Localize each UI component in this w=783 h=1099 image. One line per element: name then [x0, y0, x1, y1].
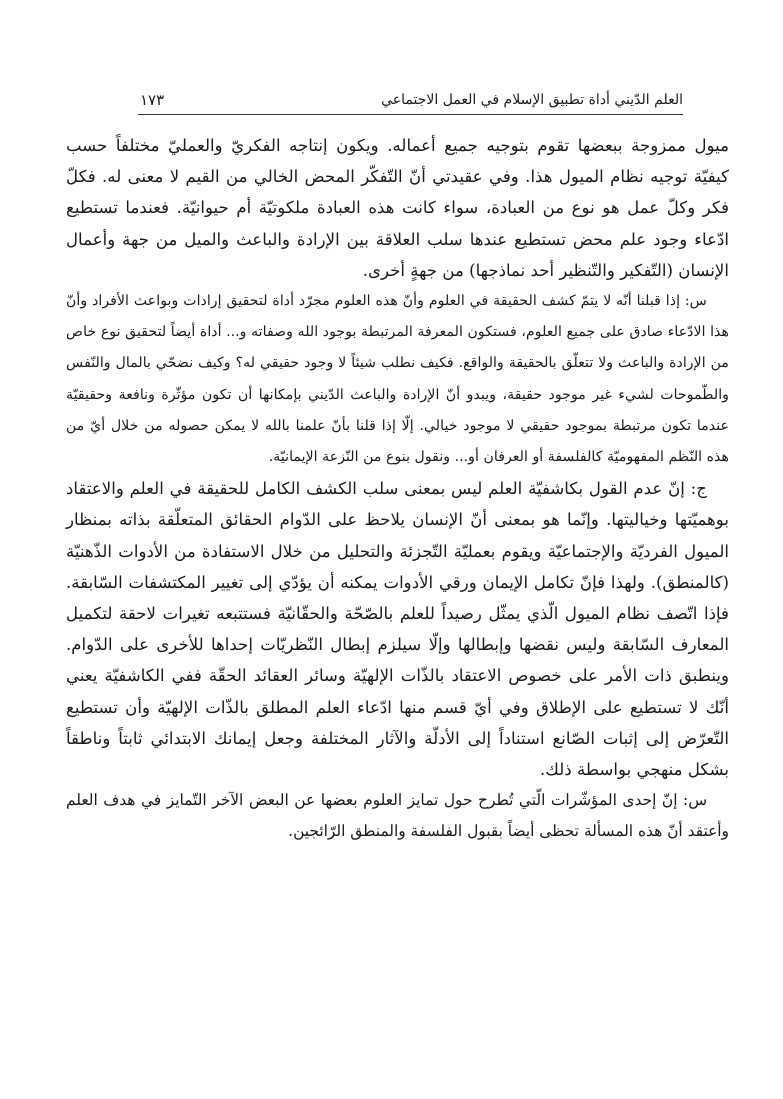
running-header	[140, 88, 683, 112]
header-rule	[138, 114, 683, 115]
page-body	[66, 130, 729, 848]
page-number: ١٧٣	[140, 91, 165, 109]
paragraph-question-2: س: إنّ إحدى المؤشّرات الّتي تُطرح حول تمايز العلوم بعضها عن البعض الآخر التّمايز في هدف العلم وأعتقد أنّ هذه المسألة تحظى أيضاً بقبول الفلسفة والمنطق الرّائجين.	[66, 791, 729, 841]
header-title: العلم الدّيني أداة تطبيق الإسلام في العمل الاجتماعي	[381, 92, 683, 108]
paragraph-answer: ج: إنّ عدم القول بكاشفيّة العلم ليس بمعنى سلب الكشف الكامل للحقيقة في العلم والاعتقاد بوهميّتها وخياليتها. وإنّما هو بمعنى أنّ الإنسان يلاحظ على الدّوام الحقائق المتعلّقة بذاته بمنظار الميول الفرديّة والإجتماعيّة ويقوم بعمليّة التّجزئة والتحليل من خلال الاستفادة من الأدوات الذّهنيّة (كالمنطق). ولهذا فإنّ تكامل الإيمان ورقي الأدوات يمكنه أن يؤدّي إلى تغيير المكتشفات السّابقة. فإذا اتّصف نظام الميول الّذي يمثّل رصيداً للعلم بالصّحّة والحقّانيّة فستتبعه تغيرات لاحقة لتكميل المعارف السّابقة وليس نقضها وإبطالها وإلّا سيلزم إبطال النّظريّات إحداها للأخرى على الدّوام. وينطبق ذات الأمر على خصوص الاعتقاد بالذّات الإلهيّة وسائر العقائد الحقّة ففي الكاشفيّة يعني أنّك لا تستطيع على الإطلاق وفي أيّ قسم منها ادّعاء العلم المطلق بالذّات الإلهيّة وأن تستطيع التّعرّض إلى إثبات الصّانع استناداً إلى الأدلّة والآثار المختلفة وجعل إيمانك الابتدائي ثابتاً وناطقاً بشكل منهجي بواسطة ذلك.	[66, 479, 729, 780]
paragraph-continuation: ميول ممزوجة ببعضها تقوم بتوجيه جميع أعماله. ويكون إنتاجه الفكريّ والعمليّ مختلفاً حسب كيفيّة توجيه نظام الميول هذا. وفي عقيدتي أنّ التّفكّر المحض الخالي من القيم لا معنى له. فكلّ فكر وكلّ عمل هو نوع من العبادة، سواء كانت هذه العبادة ملكوتيّة أم حيوانيّة. فعندما تستطيع ادّعاء وجود علم محض تستطيع عندها سلب العلاقة بين الإرادة والباعث والميل من جهة وأعمال الإنسان (التّفكير والتّنظير أحد نماذجها) من جهةٍ أخرى.	[66, 136, 729, 280]
paragraph-question: س: إذا قبلنا أنّه لا يتمّ كشف الحقيقة في العلوم وأنّ هذه العلوم مجرّد أداة لتحقيق إرادات وبواعث الأفراد وأنّ هذا الادّعاء صادق على جميع العلوم، فستكون المعرفة المرتبطة بوجود الله وصفاته و... أداة أيضاً لتحقيق نوع خاص من الإرادة والباعث ولا تتعلّق بالحقيقة والواقع. فكيف نطلب شيئاً لا وجود حقيقي له؟ وكيف نضحّي بالمال والنّفس والطّموحات لشيء غير موجود حقيقة، ويبدو أنّ الإرادة والباعث الدّيني بإمكانها أن تكون مؤثّرة ونافعة وحقيقيّة عندما تكون مرتبطة بموجود حقيقي لا موجود خيالي. إلّا إذا قلنا بأنّ علمنا بالله لا يمكن حصوله من خلال أيّ من هذه النّظم المفهوميّة كالفلسفة أو العرفان أو... ونقول بنوع من النّزعة الإيمانيّة.	[66, 293, 729, 466]
